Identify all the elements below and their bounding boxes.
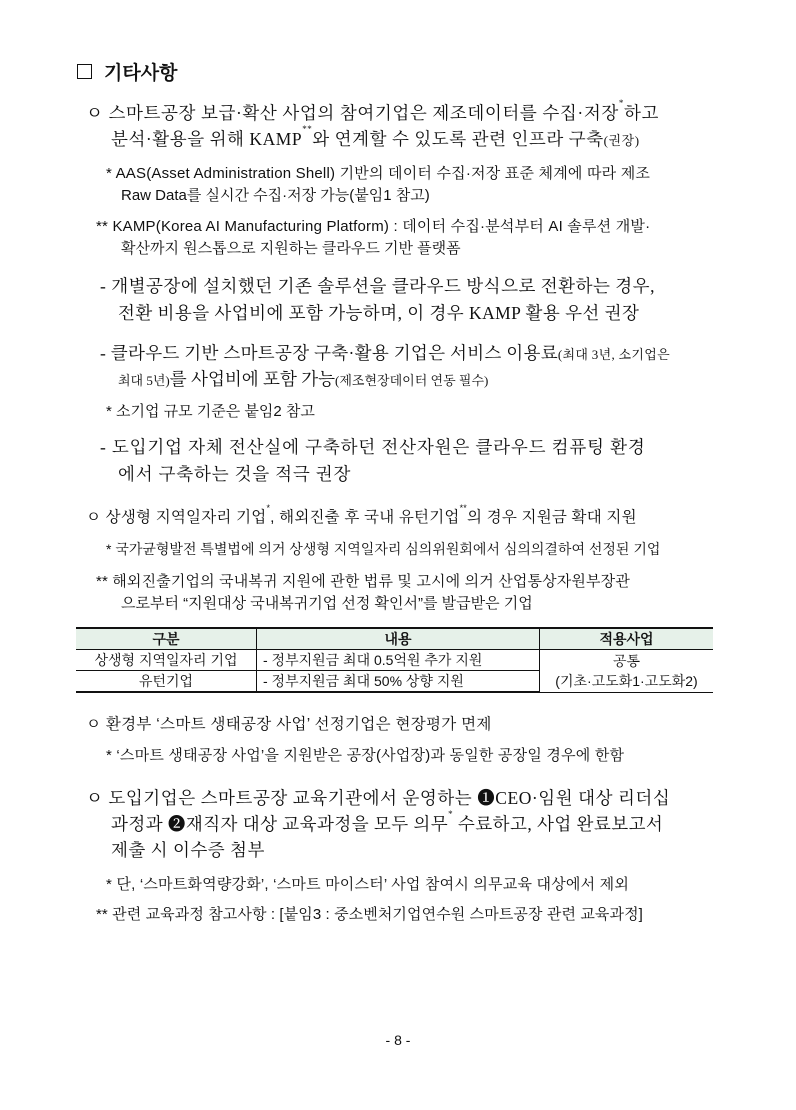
dash-cloud-conversion-line2: 전환 비용을 사업비에 포함 가능하며, 이 경우 KAMP 활용 우선 권장 — [118, 303, 640, 323]
support-table — [76, 627, 713, 693]
circled-two-icon: ❷ — [167, 814, 186, 834]
dash-cloud-service-line1: - 클라우드 기반 스마트공장 구축·활용 기업은 서비스 이용료(최대 3년, 소기업은 — [100, 343, 670, 363]
paragraph-eco-factory: ㅇ 환경부 ‘스마트 생태공장 사업’ 선정기업은 현장평가 면제 — [86, 716, 492, 733]
table-header-row — [76, 628, 713, 650]
dash-it-resources-line1: - 도입기업 자체 전산실에 구축하던 전산자원은 클라우드 컴퓨팅 환경 — [100, 437, 646, 457]
page-number: - 8 - — [385, 1032, 411, 1048]
note-aas-line1: * AAS(Asset Administration Shell) 기반의 데이터 수집·저장 표준 체계에 따라 제조 — [106, 165, 651, 182]
note-education-reference: ** 관련 교육과정 참고사항 : [붙임3 : 중소벤처기업연수원 스마트공장 관련 교육과정] — [96, 906, 643, 923]
table-row — [76, 650, 713, 671]
dash-cloud-conversion-line1: - 개별공장에 설치했던 기존 솔루션을 클라우드 방식으로 전환하는 경우, — [100, 276, 655, 296]
table-cell-content: - 정부지원금 최대 0.5억원 추가 지원 — [257, 650, 540, 671]
table-cell-applied: 공통 (기초·고도화1·고도화2) — [540, 650, 714, 693]
note-aas-line2: Raw Data를 실시간 수집·저장 가능(붙임1 참고) — [121, 187, 430, 204]
note-kamp-line1: ** KAMP(Korea AI Manufacturing Platform) : 데이터 수집·분석부터 AI 솔루션 개발· — [96, 218, 651, 235]
table-cell-category: 상생형 지역일자리 기업 — [76, 650, 257, 671]
note-education-exemption: * 단, ‘스마트화역량강화’, ‘스마트 마이스터’ 사업 참여시 의무교육 대상에서 제외 — [106, 876, 630, 893]
table-cell-content: - 정부지원금 최대 50% 상향 지원 — [257, 671, 540, 693]
note-small-business: * 소기업 규모 기준은 붙임2 참고 — [106, 403, 315, 420]
note-eco-factory: * ‘스마트 생태공장 사업’을 지원받은 공장(사업장)과 동일한 공장일 경우에 한함 — [106, 747, 625, 764]
paragraph-smart-factory-line1: ㅇ 스마트공장 보급·확산 사업의 참여기업은 제조데이터를 수집·저장*하고 — [86, 98, 659, 123]
note-regional-jobs: * 국가균형발전 특별법에 의거 상생형 지역일자리 심의위원회에서 심의의결하여 선정된 기업 — [106, 541, 661, 557]
checkbox-square-icon — [77, 64, 92, 79]
section-heading — [77, 58, 177, 85]
dash-it-resources-line2: 에서 구축하는 것을 적극 권장 — [118, 464, 352, 484]
table-header-content: 내용 — [257, 628, 540, 650]
paragraph-education-line2: 과정과 ❷재직자 대상 교육과정을 모두 의무* 수료하고, 사업 완료보고서 — [111, 809, 664, 834]
circled-one-icon: ❶ — [477, 788, 496, 808]
table-header-applied: 적용사업 — [540, 628, 714, 650]
paragraph-education-line1: ㅇ 도입기업은 스마트공장 교육기관에서 운영하는 ❶CEO·임원 대상 리더십 — [86, 788, 671, 808]
paragraph-smart-factory-line2: 분석·활용을 위해 KAMP**와 연계할 수 있도록 관련 인프라 구축(권장) — [111, 124, 640, 149]
note-kamp-line2: 확산까지 원스톱으로 지원하는 클라우드 기반 플랫폼 — [121, 240, 461, 257]
dash-cloud-service-line2: 최대 5년)를 사업비에 포함 가능(제조현장데이터 연동 필수) — [118, 369, 489, 389]
note-reshoring-line2: 으로부터 “지원대상 국내복귀기업 선정 확인서”를 발급받은 기업 — [121, 595, 533, 612]
paragraph-expanded-support: ㅇ 상생형 지역일자리 기업*, 해외진출 후 국내 유턴기업**의 경우 지원금 확대 지원 — [86, 503, 637, 526]
note-reshoring-line1: ** 해외진출기업의 국내복귀 지원에 관한 법류 및 고시에 의거 산업통상자원부장관 — [96, 573, 630, 590]
table-header-category: 구분 — [76, 628, 257, 650]
table-cell-category: 유턴기업 — [76, 671, 257, 693]
paragraph-education-line3: 제출 시 이수증 첨부 — [111, 840, 265, 860]
section-heading-text: 기타사항 — [104, 63, 178, 84]
